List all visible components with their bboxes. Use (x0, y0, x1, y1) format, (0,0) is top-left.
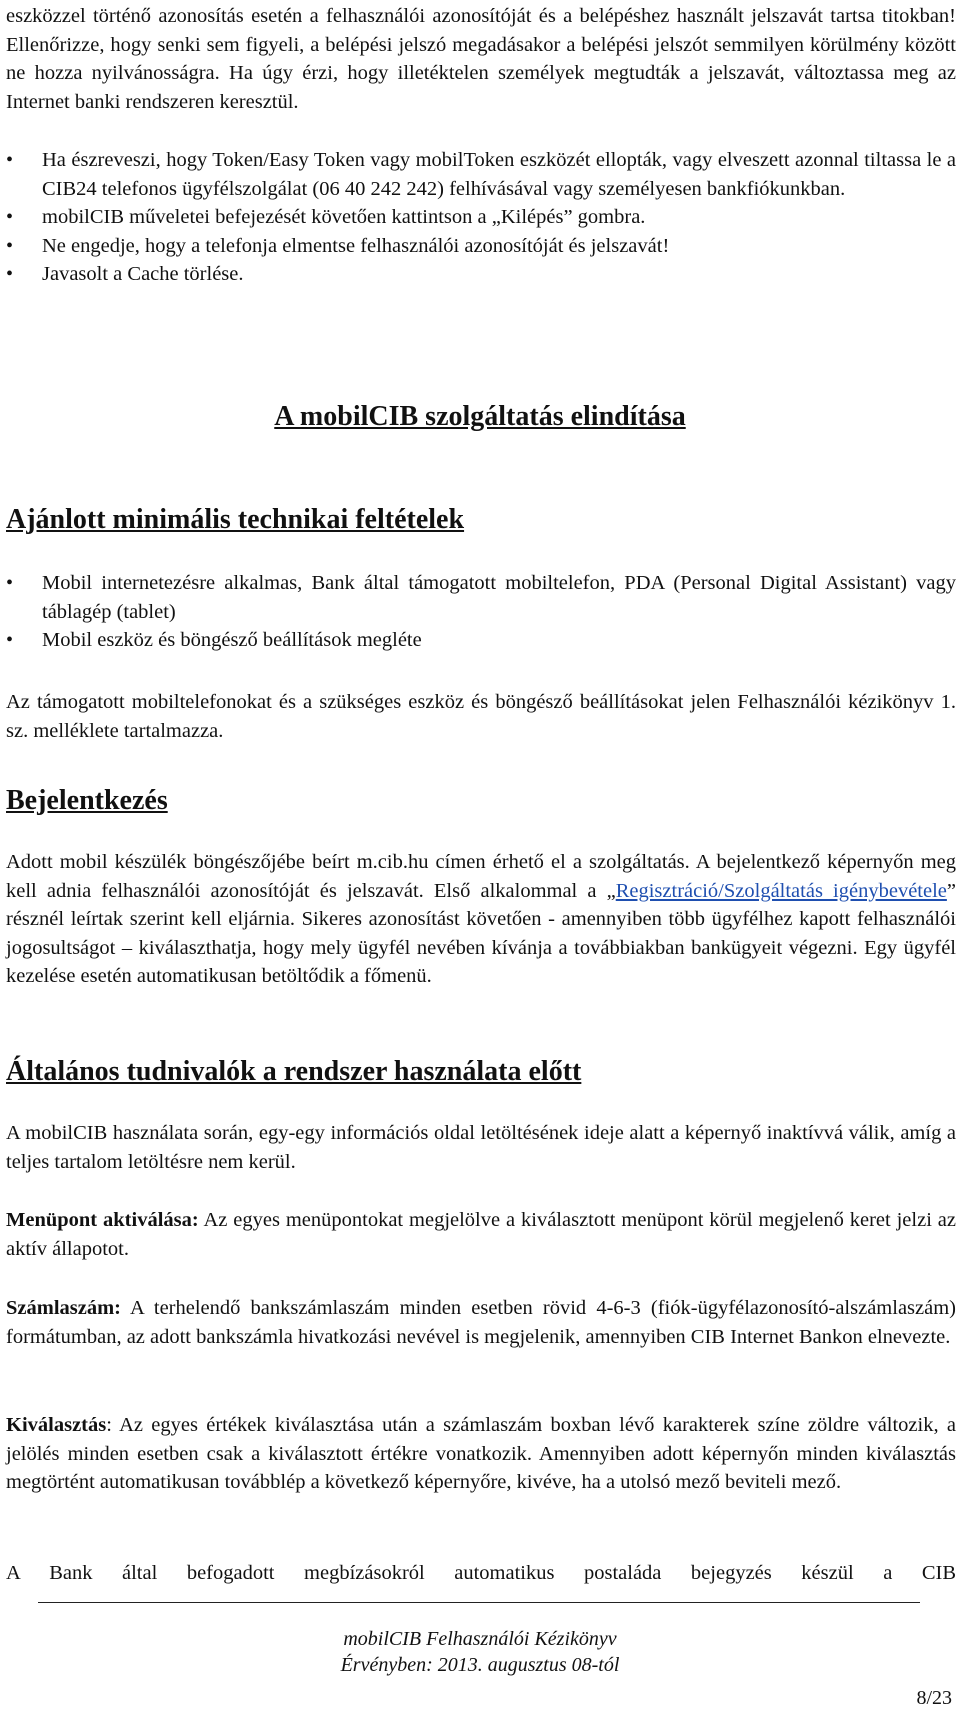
login-text-after: ” résznél leírtak szerint kell eljárnia. Sikeres azonosítást követően - amennyiben több ügyfélhez kapott felhasználói jogosultságot – kiválaszthatja, hogy mely ügyfél nevében kívánja a továbbiakban bankügyeit végezni. Egy ügyfél kezelése esetén automatikusan betöltődik a főmenü. (6, 879, 956, 988)
page-number: 8/23 (916, 1687, 952, 1709)
footer-divider (38, 1602, 920, 1603)
requirements-paragraph-text: Az támogatott mobiltelefonokat és a szükséges eszköz és böngésző beállításokat jelen Felhasználói kézikönyv 1. sz. melléklete tartalmazza. (6, 691, 956, 742)
general-intro-text: A mobilCIB használata során, egy-egy információs oldal letöltésének ideje alatt a képernyő inaktívvá válik, amíg a teljes tartalom letöltésre nem kerül. (6, 1122, 956, 1173)
list-item: • Mobil internetezésre alkalmas, Bank által támogatott mobiltelefon, PDA (Personal Digital Assistant) vagy táblagép (tablet) (2, 569, 956, 626)
requirements-heading: Ajánlott minimális technikai feltételek (6, 504, 465, 535)
list-item: • Javasolt a Cache törlése. (2, 260, 956, 289)
menu-activation-label: Menüpont aktiválása: (6, 1209, 199, 1231)
menu-activation-paragraph (6, 1206, 956, 1263)
login-paragraph-text (6, 848, 956, 991)
requirements-list (2, 569, 956, 655)
menu-activation-body: Az egyes menüpontokat megjelölve a kiválasztott menüpont körül megjelenő keret jelzi az aktív állapotot. (6, 1209, 956, 1260)
login-heading: Bejelentkezés (6, 785, 168, 816)
selection-body: : Az egyes értékek kiválasztása után a számlaszám boxban lévő karakterek színe zöldre változik, a jelölés minden esetben csak a kiválasztott értékre vonatkozik. Amennyiben adott képernyőn minden kiválasztás megtörtént automatikusan továbblép a következő képernyőre, kivéve, ha a utolsó mező beviteli mező. (6, 1414, 956, 1494)
login-paragraph (6, 848, 956, 991)
last-line-paragraph (6, 1559, 956, 1588)
registration-link[interactable]: Regisztráció/Szolgáltatás igénybevétele (615, 879, 947, 902)
list-item: • Ne engedje, hogy a telefonja elmentse felhasználói azonosítóját és jelszavát! (2, 232, 956, 261)
account-number-body: A terhelendő bankszámlaszám minden esetben rövid 4-6-3 (fiók-ügyfélazonosító-alszámlaszám) formátumban, az adott bankszámla hivatkozási nevével is megjelenik, amennyiben CIB Internet Bankon elnevezte. (6, 1297, 956, 1348)
top-paragraph (6, 2, 956, 116)
footer-validity: Érvényben: 2013. augusztus 08-tól (340, 1654, 620, 1676)
list-item: • Mobil eszköz és böngésző beállítások megléte (2, 626, 956, 655)
top-bullet-list (2, 146, 956, 289)
list-item: • Ha észreveszi, hogy Token/Easy Token vagy mobilToken eszközét ellopták, vagy elveszett azonnal tiltassa le a CIB24 telefonos ügyfélszolgálat (06 40 242 242) felhívásával vagy személyesen bankfiókunkban. (2, 146, 956, 203)
menu-activation-text (6, 1206, 956, 1263)
selection-paragraph (6, 1411, 956, 1497)
account-number-label: Számlaszám: (6, 1297, 122, 1319)
footer-title: mobilCIB Felhasználói Kézikönyv (343, 1628, 617, 1650)
general-intro (6, 1119, 956, 1176)
general-heading: Általános tudnivalók a rendszer használata előtt (6, 1056, 582, 1087)
list-item: • mobilCIB műveletei befejezését követően kattintson a „Kilépés” gombra. (2, 203, 956, 232)
account-number-paragraph (6, 1294, 956, 1351)
requirements-paragraph (6, 688, 956, 745)
top-paragraph-text: eszközzel történő azonosítás esetén a felhasználói azonosítóját és a belépéshez használt jelszavát tartsa titokban! Ellenőrizze, hogy senki sem figyeli, a belépési jelszó megadásakor a belépési jelszót semmilyen körülmény között ne hozza nyilvánosságra. Ha úgy érzi, hogy illetéktelen személyek megtudták a jelszavát, változtassa meg az Internet banki rendszeren keresztül. (6, 5, 956, 113)
account-number-text (6, 1294, 956, 1351)
selection-label: Kiválasztás (6, 1414, 107, 1436)
login-text-before: Adott mobil készülék böngészőjébe beírt m.cib.hu címen érhető el a szolgáltatás. A bejelentkező képernyőn meg kell adnia felhasználói azonosítóját és jelszavát. Első alkalommal a „ (6, 851, 956, 902)
selection-text (6, 1411, 956, 1497)
main-title: A mobilCIB szolgáltatás elindítása (274, 401, 686, 432)
last-line-text: A Bank által befogadott megbízásokról automatikus postaláda bejegyzés készül a CIB (6, 1562, 956, 1584)
